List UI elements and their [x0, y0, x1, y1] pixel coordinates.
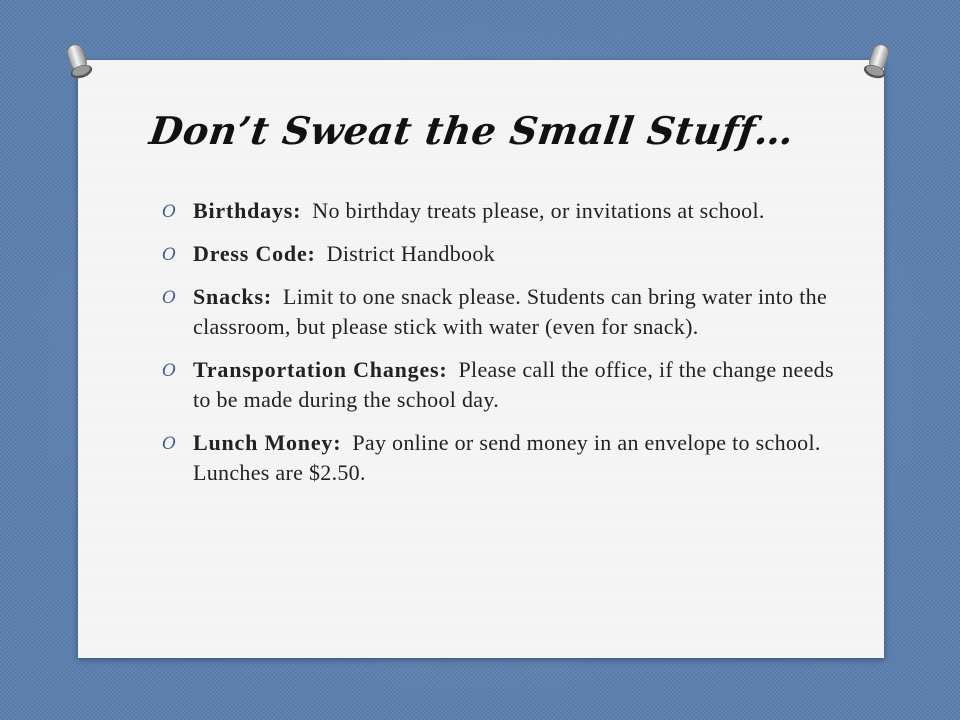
list-item — [162, 355, 852, 415]
bullet-marker: O — [162, 245, 176, 265]
bullet-marker: O — [162, 361, 176, 381]
item-description: Pay online or send money in an envelope to school. Lunches are $2.50. — [193, 430, 821, 485]
item-description: District Handbook — [326, 241, 495, 266]
slide-title: Don’t Sweat the Small Stuff… — [146, 108, 798, 153]
item-term: Lunch Money: — [193, 430, 342, 455]
item-description: Limit to one snack please. Students can bring water into the classroom, but please stick with water (even for snack). — [193, 284, 828, 339]
item-description: No birthday treats please, or invitations at school. — [312, 198, 765, 223]
list-item — [162, 239, 852, 269]
item-term: Dress Code: — [193, 241, 316, 266]
item-term: Birthdays: — [193, 198, 302, 223]
list-item — [162, 282, 852, 342]
pushpin-icon — [862, 42, 892, 86]
pushpin-icon — [64, 42, 94, 86]
bullet-marker: O — [162, 434, 176, 454]
item-description: Please call the office, if the change needs to be made during the school day. — [193, 357, 834, 412]
list-item — [162, 428, 852, 488]
bullet-marker: O — [162, 288, 176, 308]
item-term: Snacks: — [193, 284, 272, 309]
bullet-marker: O — [162, 202, 176, 222]
item-term: Transportation Changes: — [193, 357, 448, 382]
bullet-list — [162, 196, 852, 501]
list-item — [162, 196, 852, 226]
